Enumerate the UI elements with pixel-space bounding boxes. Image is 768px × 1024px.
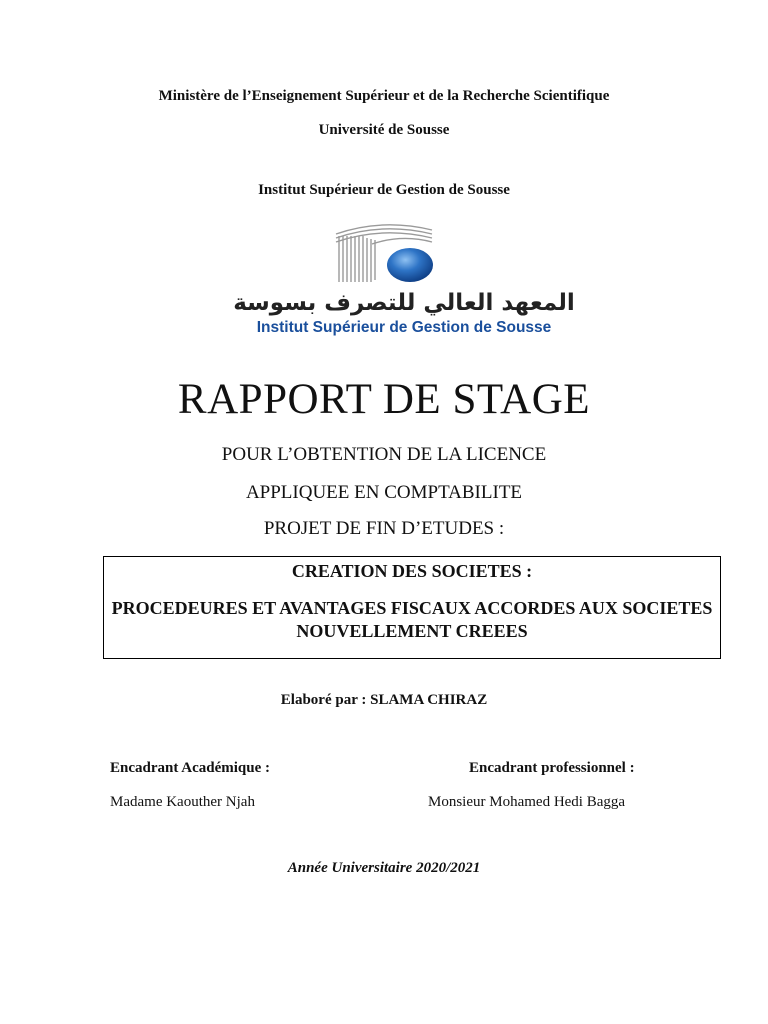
academic-supervisor-name: Madame Kaouther Njah (110, 794, 255, 810)
sphere-graphic (387, 248, 433, 282)
academic-year: Année Universitaire 2020/2021 (287, 860, 481, 876)
logo-latin-text: Institut Supérieur de Gestion de Sousse (256, 319, 552, 336)
project-heading: CREATION DES SOCIETES : (291, 561, 533, 581)
subtitle-line-3: PROJET DE FIN D’ETUDES : (263, 518, 505, 539)
project-title-box (103, 556, 721, 659)
project-topic: PROCEDEURES ET AVANTAGES FISCAUX ACCORDES AUX SOCIETES NOUVELLEMENT CREEES (111, 598, 713, 641)
institute-name: Institut Supérieur de Gestion de Sousse (258, 182, 510, 198)
subtitle-line-1: POUR L’OBTENTION DE LA LICENCE (221, 444, 547, 465)
logo-arabic-text: المعهد العالي للتصرف بسوسة (233, 290, 575, 316)
author-line: Elaboré par : SLAMA CHIRAZ (280, 692, 488, 708)
ministry-heading: Ministère de l’Enseignement Supérieur et de la Recherche Scientifique (158, 88, 610, 104)
report-title: RAPPORT DE STAGE (177, 376, 591, 423)
logo-graphic (232, 222, 576, 340)
professional-supervisor-name: Monsieur Mohamed Hedi Bagga (428, 794, 626, 810)
professional-supervisor-label: Encadrant professionnel : (469, 760, 635, 776)
university-name: Université de Sousse (318, 122, 450, 138)
academic-supervisor-label: Encadrant Académique : (110, 760, 271, 776)
subtitle-line-2: APPLIQUEE EN COMPTABILITE (245, 482, 523, 503)
institute-logo (232, 222, 576, 340)
